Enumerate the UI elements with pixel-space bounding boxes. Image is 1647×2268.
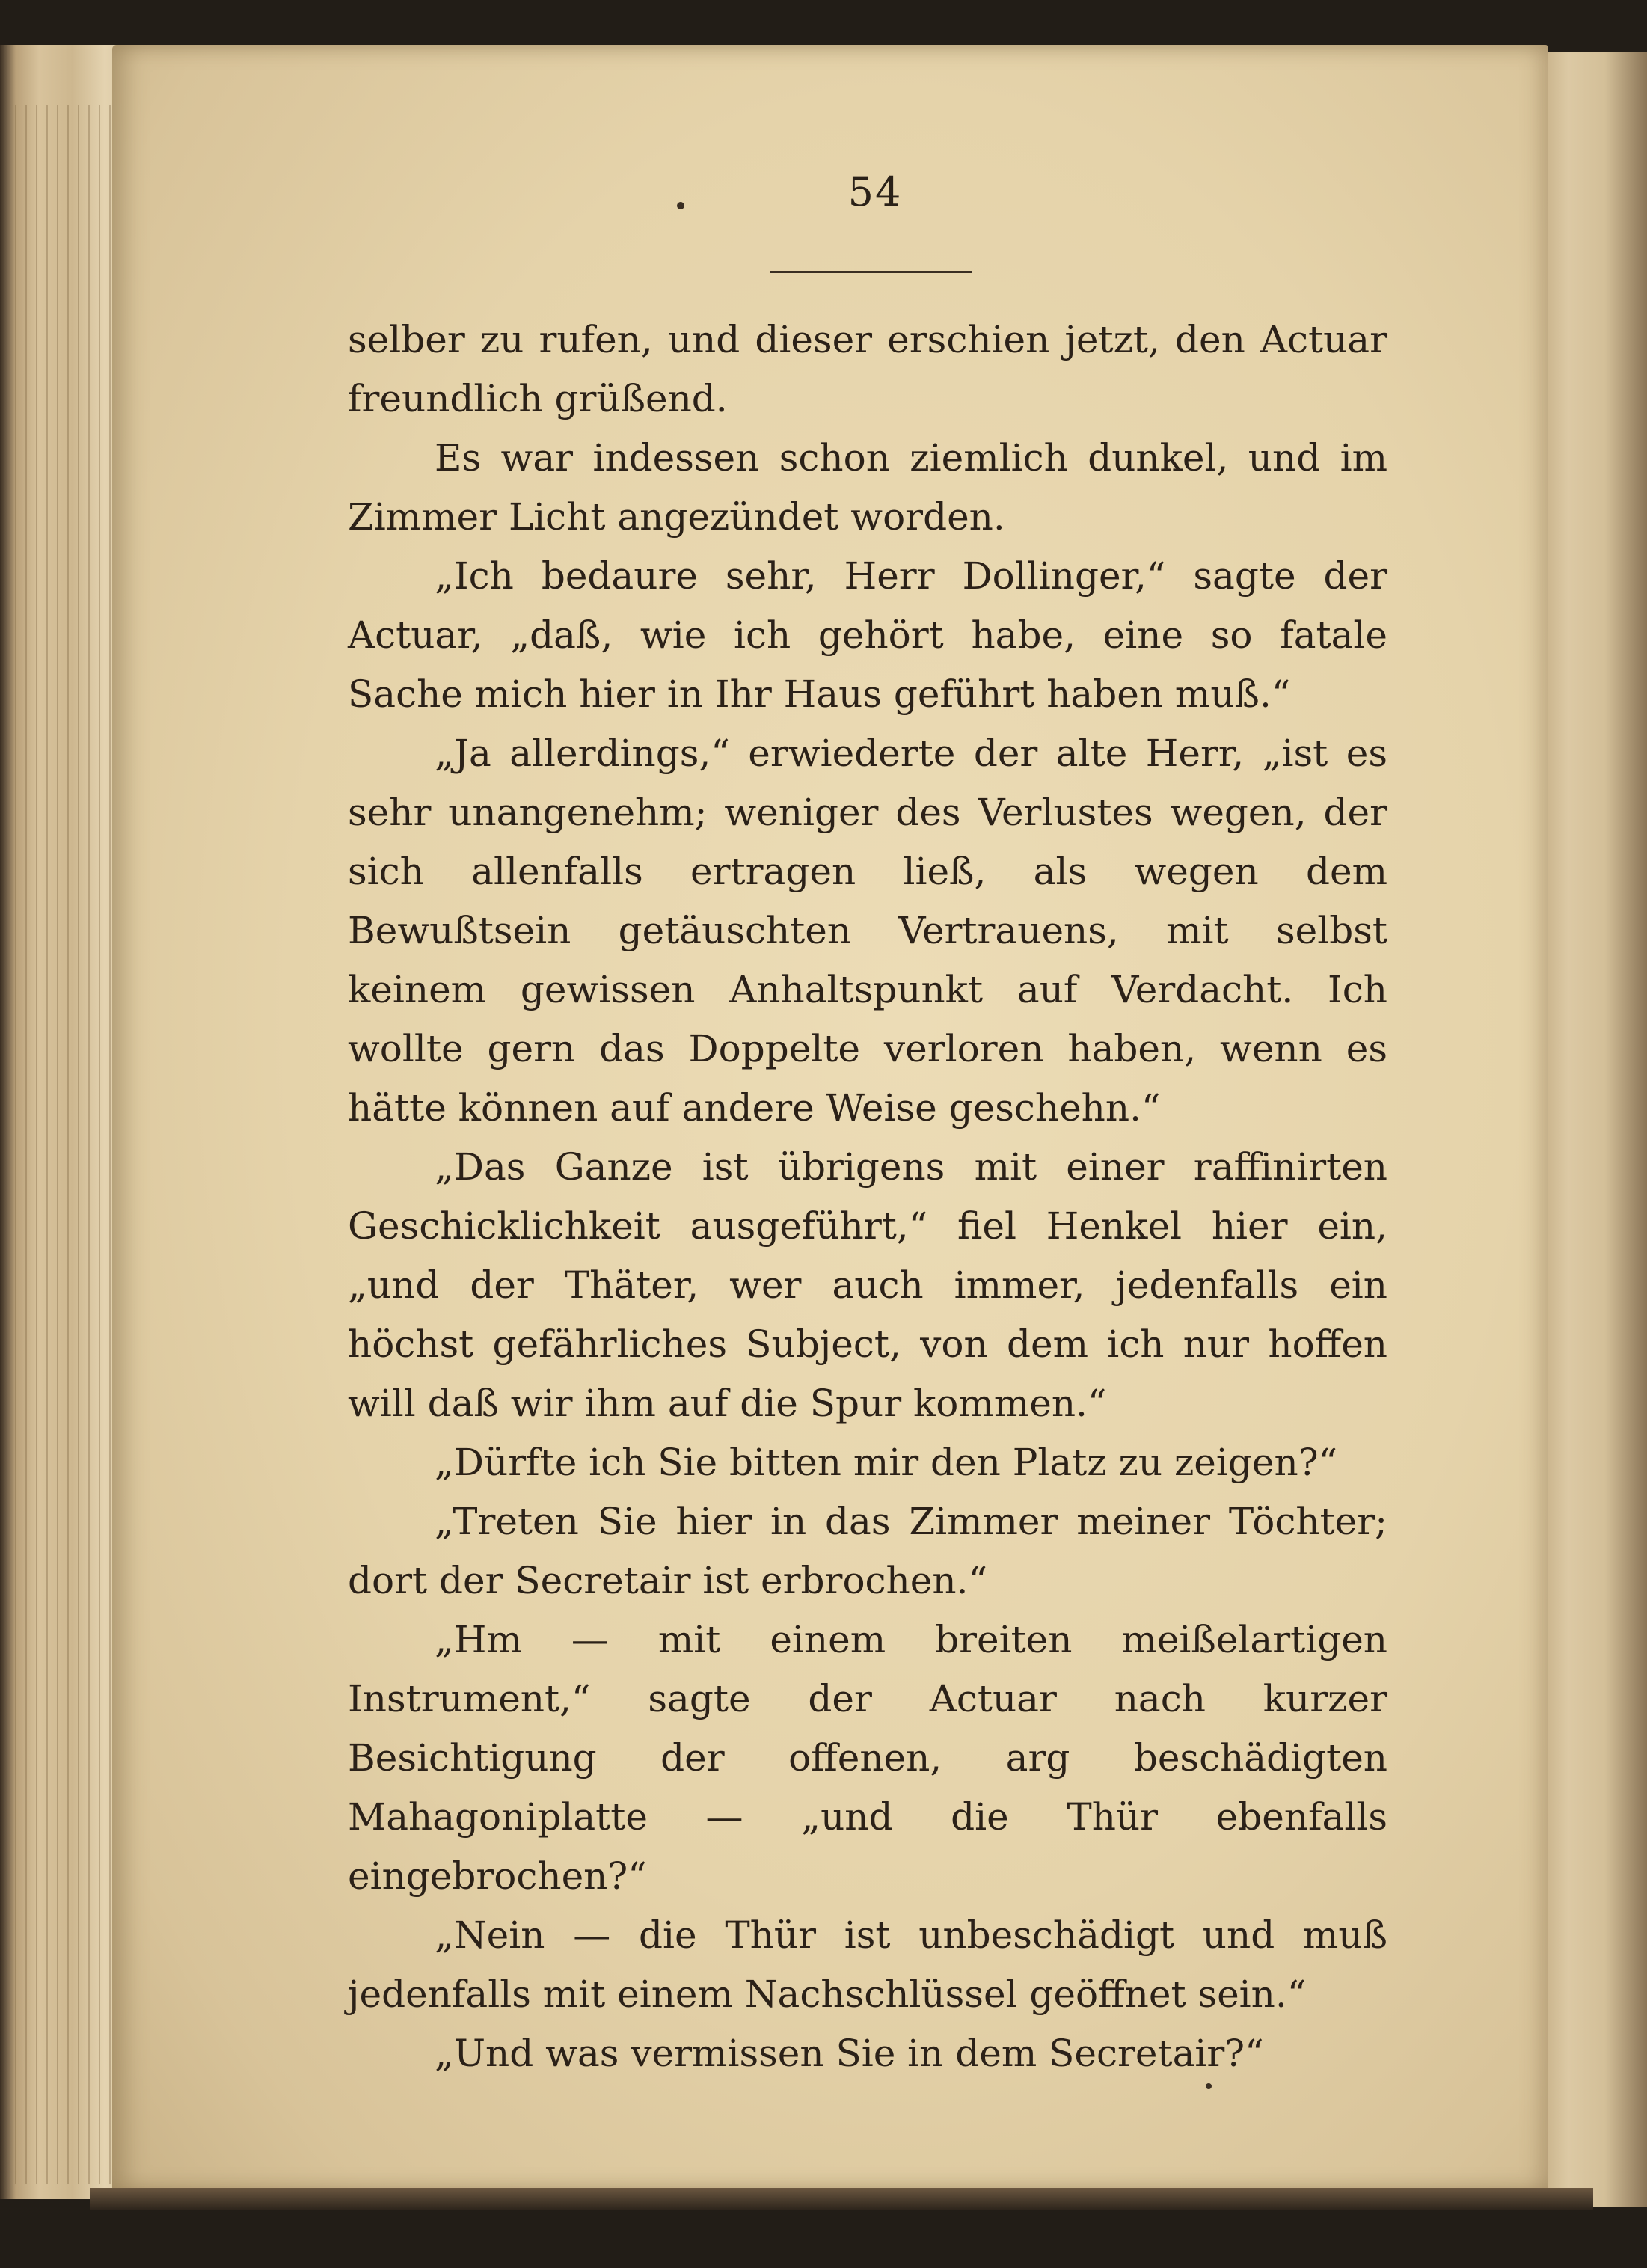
page-stack-edge bbox=[0, 45, 131, 2199]
paragraph: selber zu rufen, und dieser erschien jetzt, den Actuar freundlich grüßend. bbox=[348, 318, 1387, 420]
page-number: 54 bbox=[847, 168, 903, 215]
paragraph: „Ich bedaure sehr, Herr Dollinger,“ sagte der Actuar, „daß, wie ich gehört habe, eine so fatale Sache mich hier in Ihr Haus geführt haben muß.“ bbox=[348, 554, 1387, 716]
page-stack-lines bbox=[15, 105, 127, 2184]
paragraph: „Hm — mit einem breiten meißelartigen Instrument,“ sagte der Actuar nach kurzer Besichtigung der offenen, arg beschädigten Mahagoniplatte — „und die Thür ebenfalls eingebrochen?“ bbox=[348, 1618, 1387, 1898]
right-leaf-edge bbox=[1542, 52, 1647, 2207]
book-bottom-edge bbox=[90, 2188, 1593, 2210]
paragraph: Es war indessen schon ziemlich dunkel, und im Zimmer Licht angezündet worden. bbox=[348, 436, 1387, 539]
paragraph: „Das Ganze ist übrigens mit einer raffinirten Geschicklichkeit ausgeführt,“ fiel Henkel hier ein, „und der Thäter, wer auch immer, jedenfalls ein höchst gefährliches Subject, von dem ich nur hoffen will daß wir ihm auf die Spur kommen.“ bbox=[348, 1145, 1387, 1425]
body-text bbox=[348, 310, 1387, 2083]
paragraph: „Dürfte ich Sie bitten mir den Platz zu zeigen?“ bbox=[435, 1441, 1338, 1484]
paragraph: „Ja allerdings,“ erwiederte der alte Herr, „ist es sehr unangenehm; weniger des Verlustes wegen, der sich allenfalls ertragen ließ, als wegen dem Bewußtsein getäuschten Vertrauens, mit selbst keinem gewissen Anhaltspunkt auf Verdacht. Ich wollte gern das Doppelte verloren haben, wenn es hätte können auf andere Weise geschehn.“ bbox=[348, 732, 1387, 1130]
header-rule bbox=[770, 271, 972, 273]
paragraph: „Und was vermissen Sie in dem Secretair?“ bbox=[435, 2032, 1264, 2075]
paragraph: „Treten Sie hier in das Zimmer meiner Töchter; dort der Secretair ist erbrochen.“ bbox=[348, 1500, 1387, 1602]
paragraph: „Nein — die Thür ist unbeschädigt und muß jedenfalls mit einem Nachschlüssel geöffnet sein.“ bbox=[348, 1913, 1387, 2016]
ink-speck bbox=[1206, 2083, 1212, 2089]
